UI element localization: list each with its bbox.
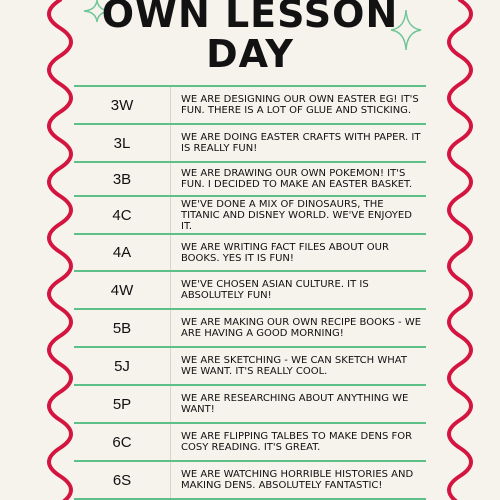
class-name: 6S (74, 462, 171, 498)
class-activity: WE ARE DESIGNING OUR OWN EASTER EG! IT'S FUN. THERE IS A LOT OF GLUE AND STICKING. (181, 94, 419, 116)
class-activity: WE ARE DOING EASTER CRAFTS WITH PAPER. IT IS REALLY FUN! (181, 132, 421, 154)
table-row (74, 270, 426, 308)
class-activity: WE ARE WATCHING HORRIBLE HISTORIES AND MAKING DENS. ABSOLUTELY FANTASTIC! (181, 469, 414, 491)
class-activity: WE'VE CHOSEN ASIAN CULTURE. IT IS ABSOLUTELY FUN! (181, 279, 369, 301)
lesson-table (74, 85, 426, 500)
page-title-line1: OWN LESSON (101, 0, 399, 36)
class-activity: WE ARE DRAWING OUR OWN POKEMON! IT'S FUN. I DECIDED TO MAKE AN EASTER BASKET. (181, 168, 413, 190)
table-row (74, 85, 426, 123)
table-row (74, 308, 426, 346)
class-activity: WE ARE RESEARCHING ABOUT ANYTHING WE WANT! (181, 393, 409, 415)
class-name: 6C (74, 424, 171, 460)
table-row (74, 460, 426, 500)
class-activity: WE'VE DONE A MIX OF DINOSAURS, THE TITANIC AND DISNEY WORLD. WE'VE ENJOYED IT. (181, 198, 412, 232)
class-name: 4A (74, 235, 171, 270)
class-name: 5P (74, 386, 171, 422)
table-row (74, 195, 426, 233)
class-activity: WE ARE FLIPPING TALBES TO MAKE DENS FOR COSY READING. IT'S GREAT. (181, 431, 413, 453)
class-name: 5J (74, 348, 171, 384)
table-row (74, 422, 426, 460)
class-activity: WE ARE WRITING FACT FILES ABOUT OUR BOOKS. YES IT IS FUN! (181, 241, 389, 264)
table-row (74, 233, 426, 270)
class-activity: WE ARE SKETCHING - WE CAN SKETCH WHAT WE WANT. IT'S REALLY COOL. (181, 355, 407, 377)
table-row (74, 346, 426, 384)
table-row (74, 123, 426, 161)
class-name: 4C (74, 197, 171, 233)
page-title-line2: DAY (206, 32, 294, 76)
table-row (74, 161, 426, 195)
class-name: 4W (74, 272, 171, 308)
table-row (74, 384, 426, 422)
class-name: 3L (74, 125, 171, 161)
class-name: 5B (74, 310, 171, 346)
class-name: 3W (74, 87, 171, 123)
class-activity: WE ARE MAKING OUR OWN RECIPE BOOKS - WE ARE HAVING A GOOD MORNING! (181, 317, 422, 339)
class-name: 3B (74, 163, 171, 195)
